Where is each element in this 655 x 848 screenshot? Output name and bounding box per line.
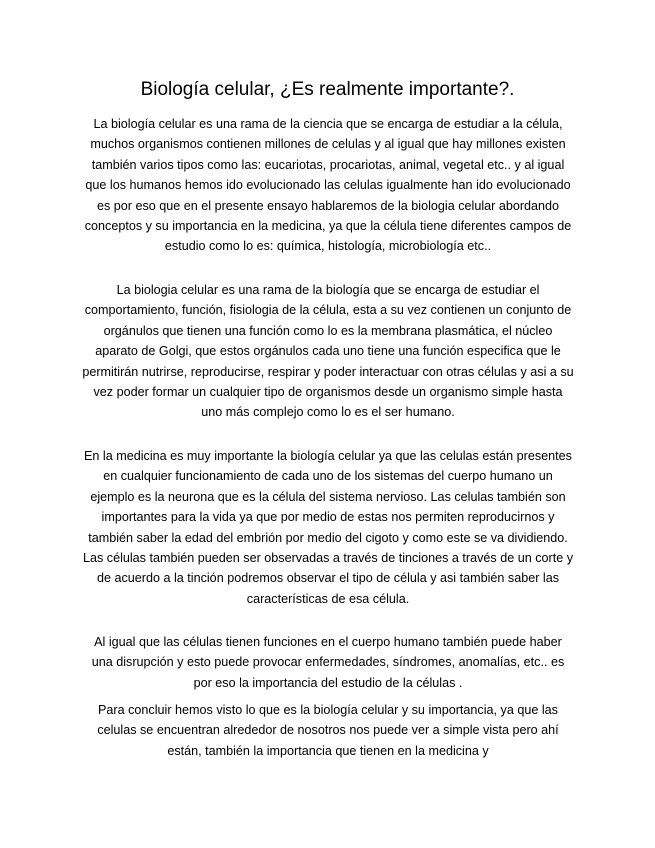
paragraph-introduction: La biología celular es una rama de la ciencia que se encarga de estudiar a la célula, muchos organismos contienen millones de celulas y al igual que hay millones existen también varios tipos como las: eucariotas, procariotas, animal, vegetal etc.. y al igual que los humanos hemos ido evolucionado las celulas igualmente han ido evolucionado es por eso que en el presente ensayo hablaremos de la biologia celular abordando conceptos y su importancia en la medicina, ya que la célula tiene diferentes campos de estudio como lo es: química, histología, microbiología etc.. [84,117,572,254]
paragraph-disruption: Al igual que las células tienen funciones en el cuerpo humano también puede haber una disrupción y esto puede provocar enfermedades, síndromes, anomalías, etc.. es por eso la importancia del estudio de la células . [91,635,565,690]
paragraph-medicine: En la medicina es muy importante la biología celular ya que las celulas están presentes en cualquier funcionamiento de cada uno de los sistemas del cuerpo humano un ejemplo es la neurona que es la célula del sistema nervioso. Las celulas también son importantes para la vida ya que por medio de estas nos permiten reproducirnos y también saber la edad del embrión por medio del cigoto y como este se va dividiendo. Las células también pueden ser observadas a través de tinciones a través de un corte y de acuerdo a la tinción podremos observar el tipo de célula y asi también saber las características de esa célula. [82,449,574,606]
paragraph-conclusion: Para concluir hemos visto lo que es la biología celular y su importancia, ya que las celulas se encuentran alrededor de nosotros nos puede ver a simple vista pero ahí están, también la importancia que tienen en la medicina y [97,703,559,758]
paragraph-definition: La biologia celular es una rama de la biología que se encarga de estudiar el comportamiento, función, fisiologia de la célula, esta a su vez contienen un conjunto de orgánulos que tienen una función como lo es la membrana plasmática, el núcleo aparato de Golgi, que estos orgánulos cada uno tiene una función especifica que le permitirán nutrirse, reproducirse, respirar y poder interactuar con otras células y asi a su vez poder formar un cualquier tipo de organismos desde un organismo simple hasta uno más complejo como lo es el ser humano. [82,283,574,420]
document-title: Biología celular, ¿Es realmente importante?. [140,79,515,100]
